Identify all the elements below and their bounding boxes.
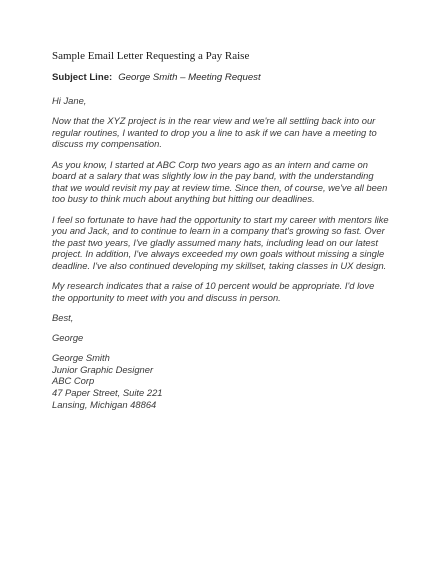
closing: Best, xyxy=(52,311,74,323)
paragraph-3 xyxy=(52,214,392,272)
paragraph-line: deadline. I've also continued developing my skillset, taking classes in UX design. xyxy=(52,259,387,271)
paragraph-line: the past two years, I've gladly assumed many hats, including lead on our latest xyxy=(52,236,378,248)
paragraph-line: that we would revisit my pay at review time. Since then, of course, we've all been xyxy=(52,181,388,193)
paragraph-line: As you know, I started at ABC Corp two years ago as an intern and came on xyxy=(52,158,368,170)
letter-body xyxy=(52,95,392,419)
paragraph-1 xyxy=(52,115,392,150)
subject-label: Subject Line: xyxy=(52,72,113,83)
signature-street: 47 Paper Street, Suite 221 xyxy=(52,387,163,399)
paragraph-line: you and Jack, and to continue to learn in a company that's growing so fast. Over xyxy=(52,225,385,237)
signature-name: George Smith xyxy=(52,352,110,364)
paragraph-2 xyxy=(52,159,392,205)
paragraph-line: project. In addition, I've always exceeded my own goals without missing a single xyxy=(52,248,385,260)
paragraph-line: too busy to think much about anything but hitting our deadlines. xyxy=(52,193,315,205)
greeting: Hi Jane, xyxy=(52,95,87,106)
paragraph-line: Now that the XYZ project is in the rear view and we're all settling back into our xyxy=(52,115,376,127)
paragraph-line: board at a salary that was slightly low in the pay band, with the understanding xyxy=(52,170,374,182)
paragraph-line: regular routines, I wanted to drop you a line to ask if we can have a meeting to xyxy=(52,126,377,138)
paragraph-line: discuss my compensation. xyxy=(52,138,162,150)
document-title: Sample Email Letter Requesting a Pay Raise xyxy=(52,50,250,62)
paragraph-4 xyxy=(52,280,392,303)
paragraph-line: My research indicates that a raise of 10 percent would be appropriate. I'd love xyxy=(52,280,375,292)
signature-block xyxy=(52,352,392,410)
signature-company: ABC Corp xyxy=(52,375,95,387)
signature-city: Lansing, Michigan 48864 xyxy=(52,398,157,410)
paragraph-line: the opportunity to meet with you and discuss in person. xyxy=(52,291,281,303)
subject-value: George Smith – Meeting Request xyxy=(118,72,261,83)
subject-line xyxy=(52,72,261,83)
signature-job-title: Junior Graphic Designer xyxy=(52,363,154,375)
paragraph-line: I feel so fortunate to have had the opportunity to start my career with mentors like xyxy=(52,213,389,225)
signoff-name: George xyxy=(52,332,84,344)
